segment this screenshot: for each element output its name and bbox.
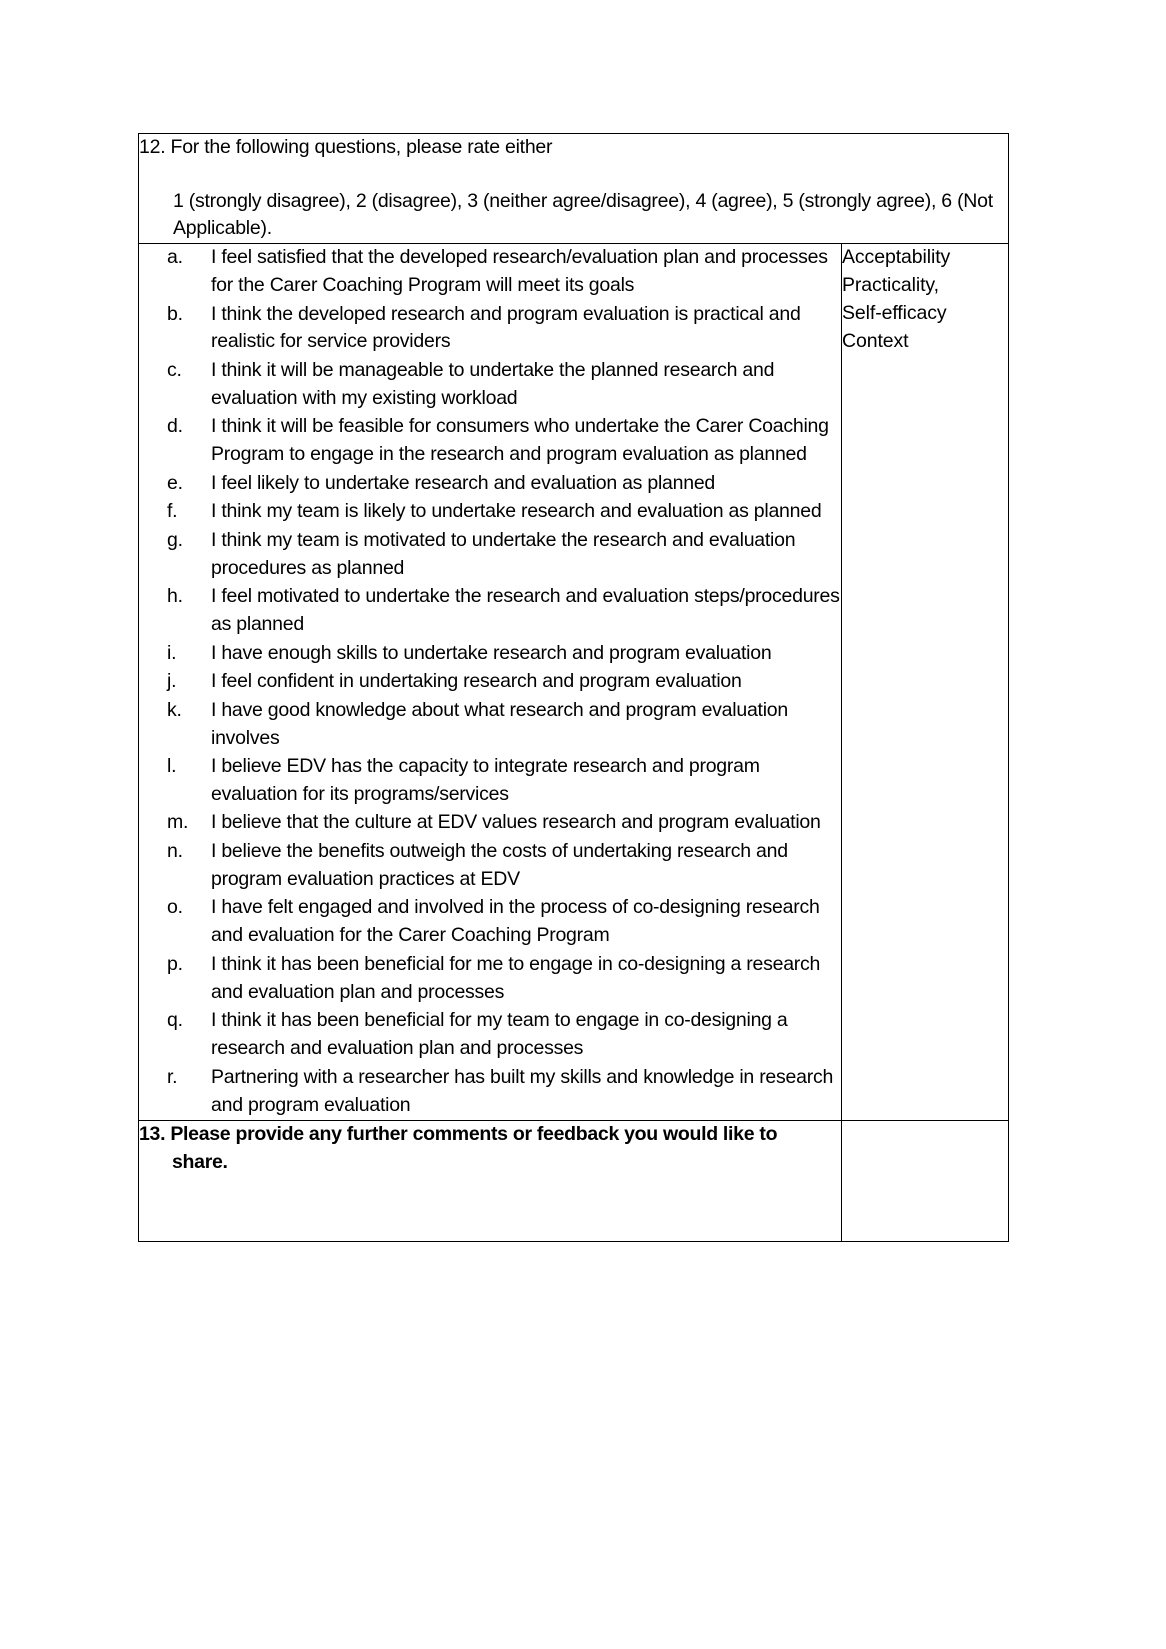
spacer xyxy=(139,162,1008,188)
question-12-rating-scale: 1 (strongly disagree), 2 (disagree), 3 (neither agree/disagree), 4 (agree), 5 (strongly agree), 6 (Not Applicable). xyxy=(173,189,993,240)
list-item-marker: o. xyxy=(167,896,183,919)
survey-table xyxy=(138,133,1009,1242)
list-item[interactable] xyxy=(139,583,841,639)
list-item[interactable] xyxy=(139,894,841,950)
list-item-label: I think it will be feasible for consumers who undertake the Carer Coaching Program to engage in the research and program evaluation as planned xyxy=(211,415,829,466)
list-item[interactable] xyxy=(139,470,841,498)
question-13-prompt-text: Please provide any further comments or feedback you would like to xyxy=(170,1123,778,1146)
list-item-label: I have good knowledge about what research and program evaluation involves xyxy=(211,698,788,749)
list-item-marker: a. xyxy=(167,246,183,269)
list-item[interactable] xyxy=(139,809,841,837)
list-item[interactable] xyxy=(139,951,841,1007)
list-item[interactable] xyxy=(139,753,841,809)
category-label-context: Context xyxy=(842,329,909,352)
list-item-label: I feel satisfied that the developed research/evaluation plan and processes for the Carer Coaching Program will meet its goals xyxy=(211,246,828,297)
list-item-label: I believe that the culture at EDV values research and program evaluation xyxy=(211,811,821,834)
list-item-marker: n. xyxy=(167,839,183,862)
list-item[interactable] xyxy=(139,1007,841,1063)
list-item-marker: d. xyxy=(167,415,183,438)
question-12-prompt xyxy=(139,134,1008,162)
question-13-number: 13. xyxy=(139,1123,166,1146)
list-item-label: Partnering with a researcher has built my skills and knowledge in research and program evaluation xyxy=(211,1065,834,1116)
question-13-prompt-line2: share. xyxy=(172,1150,228,1173)
question-12-number: 12. xyxy=(139,136,166,158)
list-item[interactable] xyxy=(139,498,841,526)
list-item[interactable] xyxy=(139,413,841,469)
list-item-label: I feel likely to undertake research and evaluation as planned xyxy=(211,471,716,494)
question-12-cell xyxy=(139,134,1009,244)
list-item[interactable] xyxy=(139,357,841,413)
list-item-marker: b. xyxy=(167,302,183,325)
list-item-label: I have enough skills to undertake research and program evaluation xyxy=(211,641,772,664)
list-item-label: I think it will be manageable to undertake the planned research and evaluation with my existing workload xyxy=(211,358,775,409)
category-label-acceptability: Acceptability xyxy=(842,246,951,269)
question-13-cell[interactable] xyxy=(139,1121,842,1242)
list-item-label: I have felt engaged and involved in the process of co-designing research and evaluation for the Carer Coaching Program xyxy=(211,896,820,947)
list-item-marker: m. xyxy=(167,811,189,834)
category-label-practicality: Practicality, xyxy=(842,274,939,297)
question-12-categories-cell xyxy=(842,244,1009,1121)
list-item-marker: k. xyxy=(167,698,182,721)
list-item[interactable] xyxy=(139,527,841,583)
list-item-label: I think the developed research and program evaluation is practical and realistic for service providers xyxy=(211,302,801,353)
question-13-categories-cell xyxy=(842,1121,1009,1242)
table-row-question-12-intro xyxy=(139,134,1009,244)
question-12-item-list xyxy=(139,244,841,1120)
list-item-label: I feel motivated to undertake the research and evaluation steps/procedures as planned xyxy=(211,585,840,636)
list-item-marker: h. xyxy=(167,585,183,608)
list-item[interactable] xyxy=(139,697,841,753)
question-13-prompt xyxy=(139,1121,841,1149)
list-item-marker: q. xyxy=(167,1009,183,1032)
list-item[interactable] xyxy=(139,668,841,696)
list-item-marker: r. xyxy=(167,1065,178,1088)
list-item-marker: c. xyxy=(167,358,182,381)
list-item-marker: g. xyxy=(167,528,183,551)
category-label-self-efficacy: Self-efficacy xyxy=(842,302,947,324)
table-row-question-12-items xyxy=(139,244,1009,1121)
list-item-label: I believe EDV has the capacity to integrate research and program evaluation for its programs/services xyxy=(211,755,760,805)
list-item-marker: j. xyxy=(167,670,177,693)
list-item[interactable] xyxy=(139,640,841,668)
list-item[interactable] xyxy=(139,838,841,894)
list-item-label: I feel confident in undertaking research and program evaluation xyxy=(211,670,742,693)
list-item-marker: f. xyxy=(167,500,178,523)
table-row-question-13 xyxy=(139,1121,1009,1242)
list-item-label: I believe the benefits outweigh the costs of undertaking research and program evaluation practices at EDV xyxy=(211,839,788,890)
question-12-prompt-text: For the following questions, please rate either xyxy=(170,136,553,158)
list-item[interactable] xyxy=(139,1064,841,1120)
question-12-items-cell xyxy=(139,244,842,1121)
list-item-label: I think it has been beneficial for my team to engage in co-designing a research and evaluation plan and processes xyxy=(211,1009,788,1060)
list-item-label: I think it has been beneficial for me to engage in co-designing a research and evaluation plan and processes xyxy=(211,952,821,1003)
list-item-label: I think my team is likely to undertake research and evaluation as planned xyxy=(211,500,822,523)
list-item-marker: l. xyxy=(167,755,177,777)
list-item-label: I think my team is motivated to undertake the research and evaluation procedures as planned xyxy=(211,528,796,579)
list-item[interactable] xyxy=(139,244,841,300)
list-item[interactable] xyxy=(139,301,841,357)
list-item-marker: p. xyxy=(167,952,183,975)
list-item-marker: i. xyxy=(167,641,177,664)
list-item-marker: e. xyxy=(167,471,183,494)
